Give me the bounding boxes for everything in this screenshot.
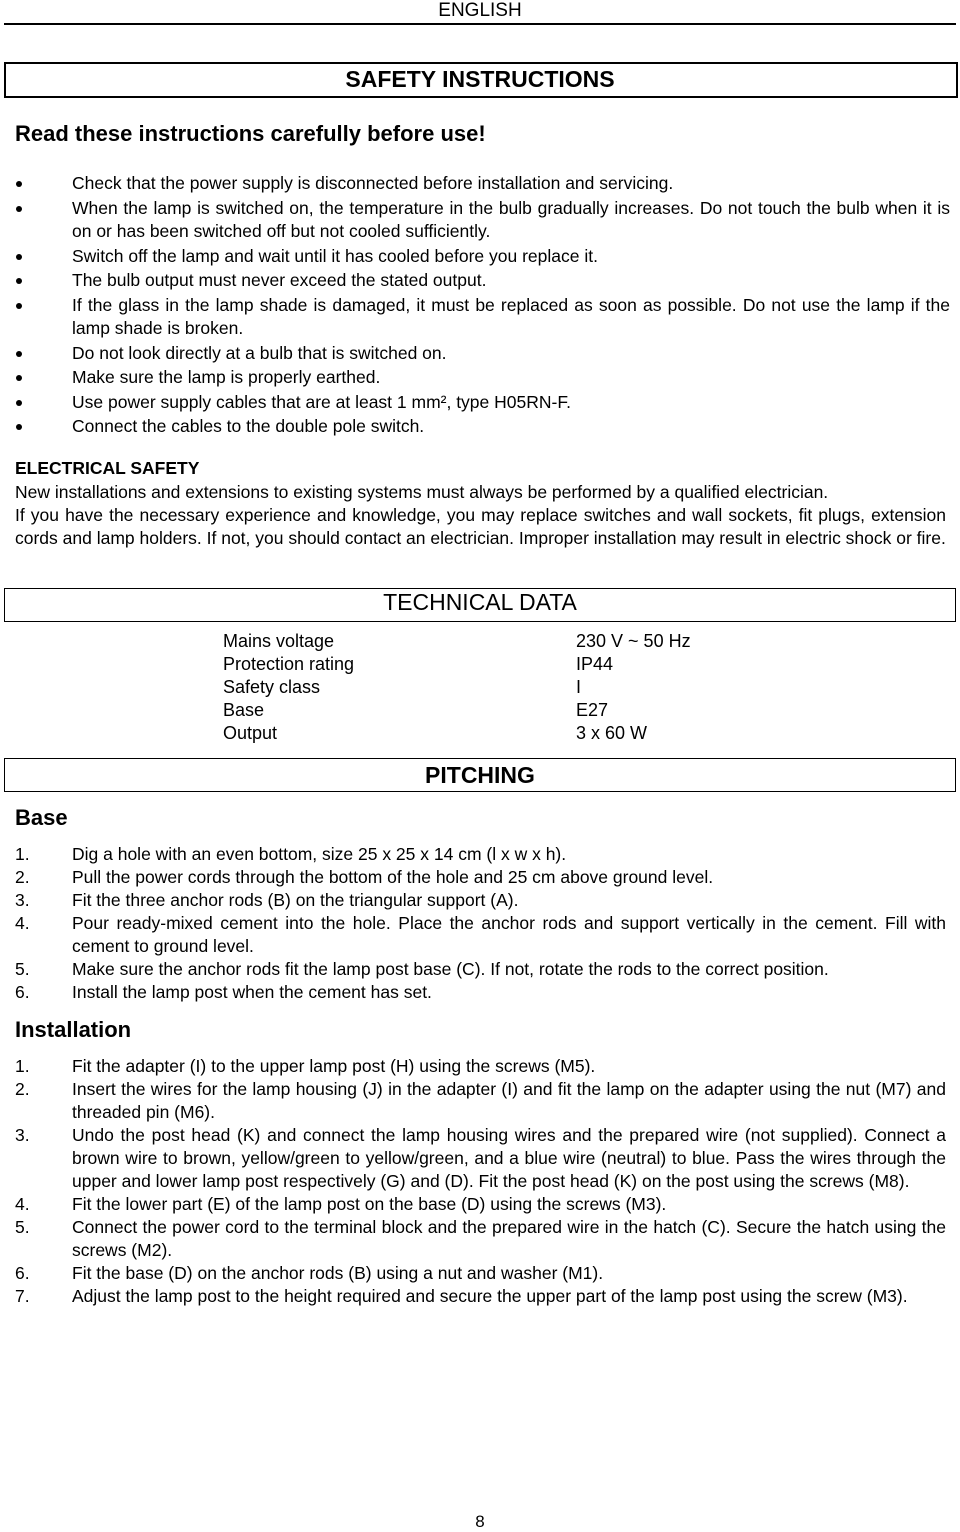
list-item: When the lamp is switched on, the temperature in the bulb gradually increases. Do not touch the bulb when it is on or has been switched off but not cooled sufficiently. — [15, 197, 950, 244]
electrical-paragraph-2: If you have the necessary experience and knowledge, you may replace switches and wall sockets, fit plugs, extension cords and lamp holders. If not, you should contact an electrician. Improper installation may result in electric shock or fire. — [15, 505, 946, 548]
table-row: Safety class I — [223, 677, 582, 697]
list-item: If the glass in the lamp shade is damaged, it must be replaced as soon as possible. Do not use the lamp if the lamp shade is broken. — [15, 294, 950, 341]
list-item: 5. Connect the power cord to the terminal block and the prepared wire in the hatch (C). Secure the hatch using the screws (M2). — [15, 1217, 946, 1260]
table-row: Output 3 x 60 W — [223, 723, 648, 743]
list-item: 2. Insert the wires for the lamp housing (J) in the adapter (I) and fit the lamp on the adapter using the nut (M7) and threaded pin (M6). — [15, 1079, 946, 1122]
safety-list — [15, 172, 950, 440]
bullet-icon — [16, 181, 22, 187]
base-heading: Base — [15, 805, 68, 830]
list-item: 5. Make sure the anchor rods fit the lamp post base (C). If not, rotate the rods to the correct position. — [15, 959, 829, 979]
bullet-icon — [16, 254, 22, 260]
bullet-icon — [16, 303, 22, 309]
table-row: Protection rating IP44 — [223, 654, 614, 674]
safety-intro: Read these instructions carefully before use! — [15, 121, 486, 146]
table-row: Base E27 — [223, 700, 609, 720]
electrical-paragraph-1: New installations and extensions to existing systems must always be performed by a qualified electrician. — [15, 482, 829, 502]
list-item: 4. Fit the lower part (E) of the lamp post on the base (D) using the screws (M3). — [15, 1194, 667, 1214]
bullet-icon — [16, 206, 22, 212]
list-item: Use power supply cables that are at least 1 mm², type H05RN-F. — [15, 391, 950, 415]
list-item: 2. Pull the power cords through the bottom of the hole and 25 cm above ground level. — [15, 867, 714, 887]
page-number: 8 — [475, 1512, 485, 1531]
list-item: 1. Dig a hole with an even bottom, size 25 x 25 x 14 cm (l x w x h). — [15, 844, 567, 864]
list-item: 1. Fit the adapter (I) to the upper lamp post (H) using the screws (M5). — [15, 1056, 596, 1076]
base-steps-list — [15, 843, 946, 1004]
list-item: 3. Undo the post head (K) and connect the lamp housing wires and the prepared wire (not supplied). Connect a brown wire to brown, yellow/green to yellow/green, and a blue wire (neutral) to blue. Pass the wires through the upper and lower lamp post respectively (G) and (D). Fit the post head (K) on the post using the screws (M8). — [15, 1125, 946, 1191]
table-row: Mains voltage 230 V ~ 50 Hz — [223, 631, 691, 651]
list-item: 6. Install the lamp post when the cement has set. — [15, 982, 432, 1002]
list-item: 6. Fit the base (D) on the anchor rods (B) using a nut and washer (M1). — [15, 1263, 604, 1283]
list-item: 7. Adjust the lamp post to the height required and secure the upper part of the lamp post using the screw (M3). — [15, 1286, 908, 1306]
list-item: The bulb output must never exceed the stated output. — [15, 269, 950, 293]
technical-data-table — [223, 630, 723, 745]
pitching-title: PITCHING — [425, 762, 535, 788]
installation-steps-list — [15, 1055, 946, 1308]
language-label: ENGLISH — [438, 0, 522, 21]
electrical-safety-heading: ELECTRICAL SAFETY — [15, 458, 200, 478]
list-item: Do not look directly at a bulb that is switched on. — [15, 342, 950, 366]
safety-title: SAFETY INSTRUCTIONS — [345, 66, 615, 92]
bullet-icon — [16, 278, 22, 284]
list-item: Connect the cables to the double pole switch. — [15, 415, 950, 439]
bullet-icon — [16, 400, 22, 406]
list-item: 3. Fit the three anchor rods (B) on the triangular support (A). — [15, 890, 519, 910]
bullet-icon — [16, 424, 22, 430]
bullet-icon — [16, 375, 22, 381]
list-item: Check that the power supply is disconnected before installation and servicing. — [15, 172, 950, 196]
technical-title: TECHNICAL DATA — [383, 589, 577, 615]
list-item: Make sure the lamp is properly earthed. — [15, 366, 950, 390]
header-divider — [4, 23, 956, 25]
bullet-icon — [16, 351, 22, 357]
list-item: Switch off the lamp and wait until it has cooled before you replace it. — [15, 245, 950, 269]
installation-heading: Installation — [15, 1017, 132, 1042]
list-item: 4. Pour ready-mixed cement into the hole. Place the anchor rods and support vertically in the cement. Fill with cement to ground level. — [15, 913, 946, 956]
